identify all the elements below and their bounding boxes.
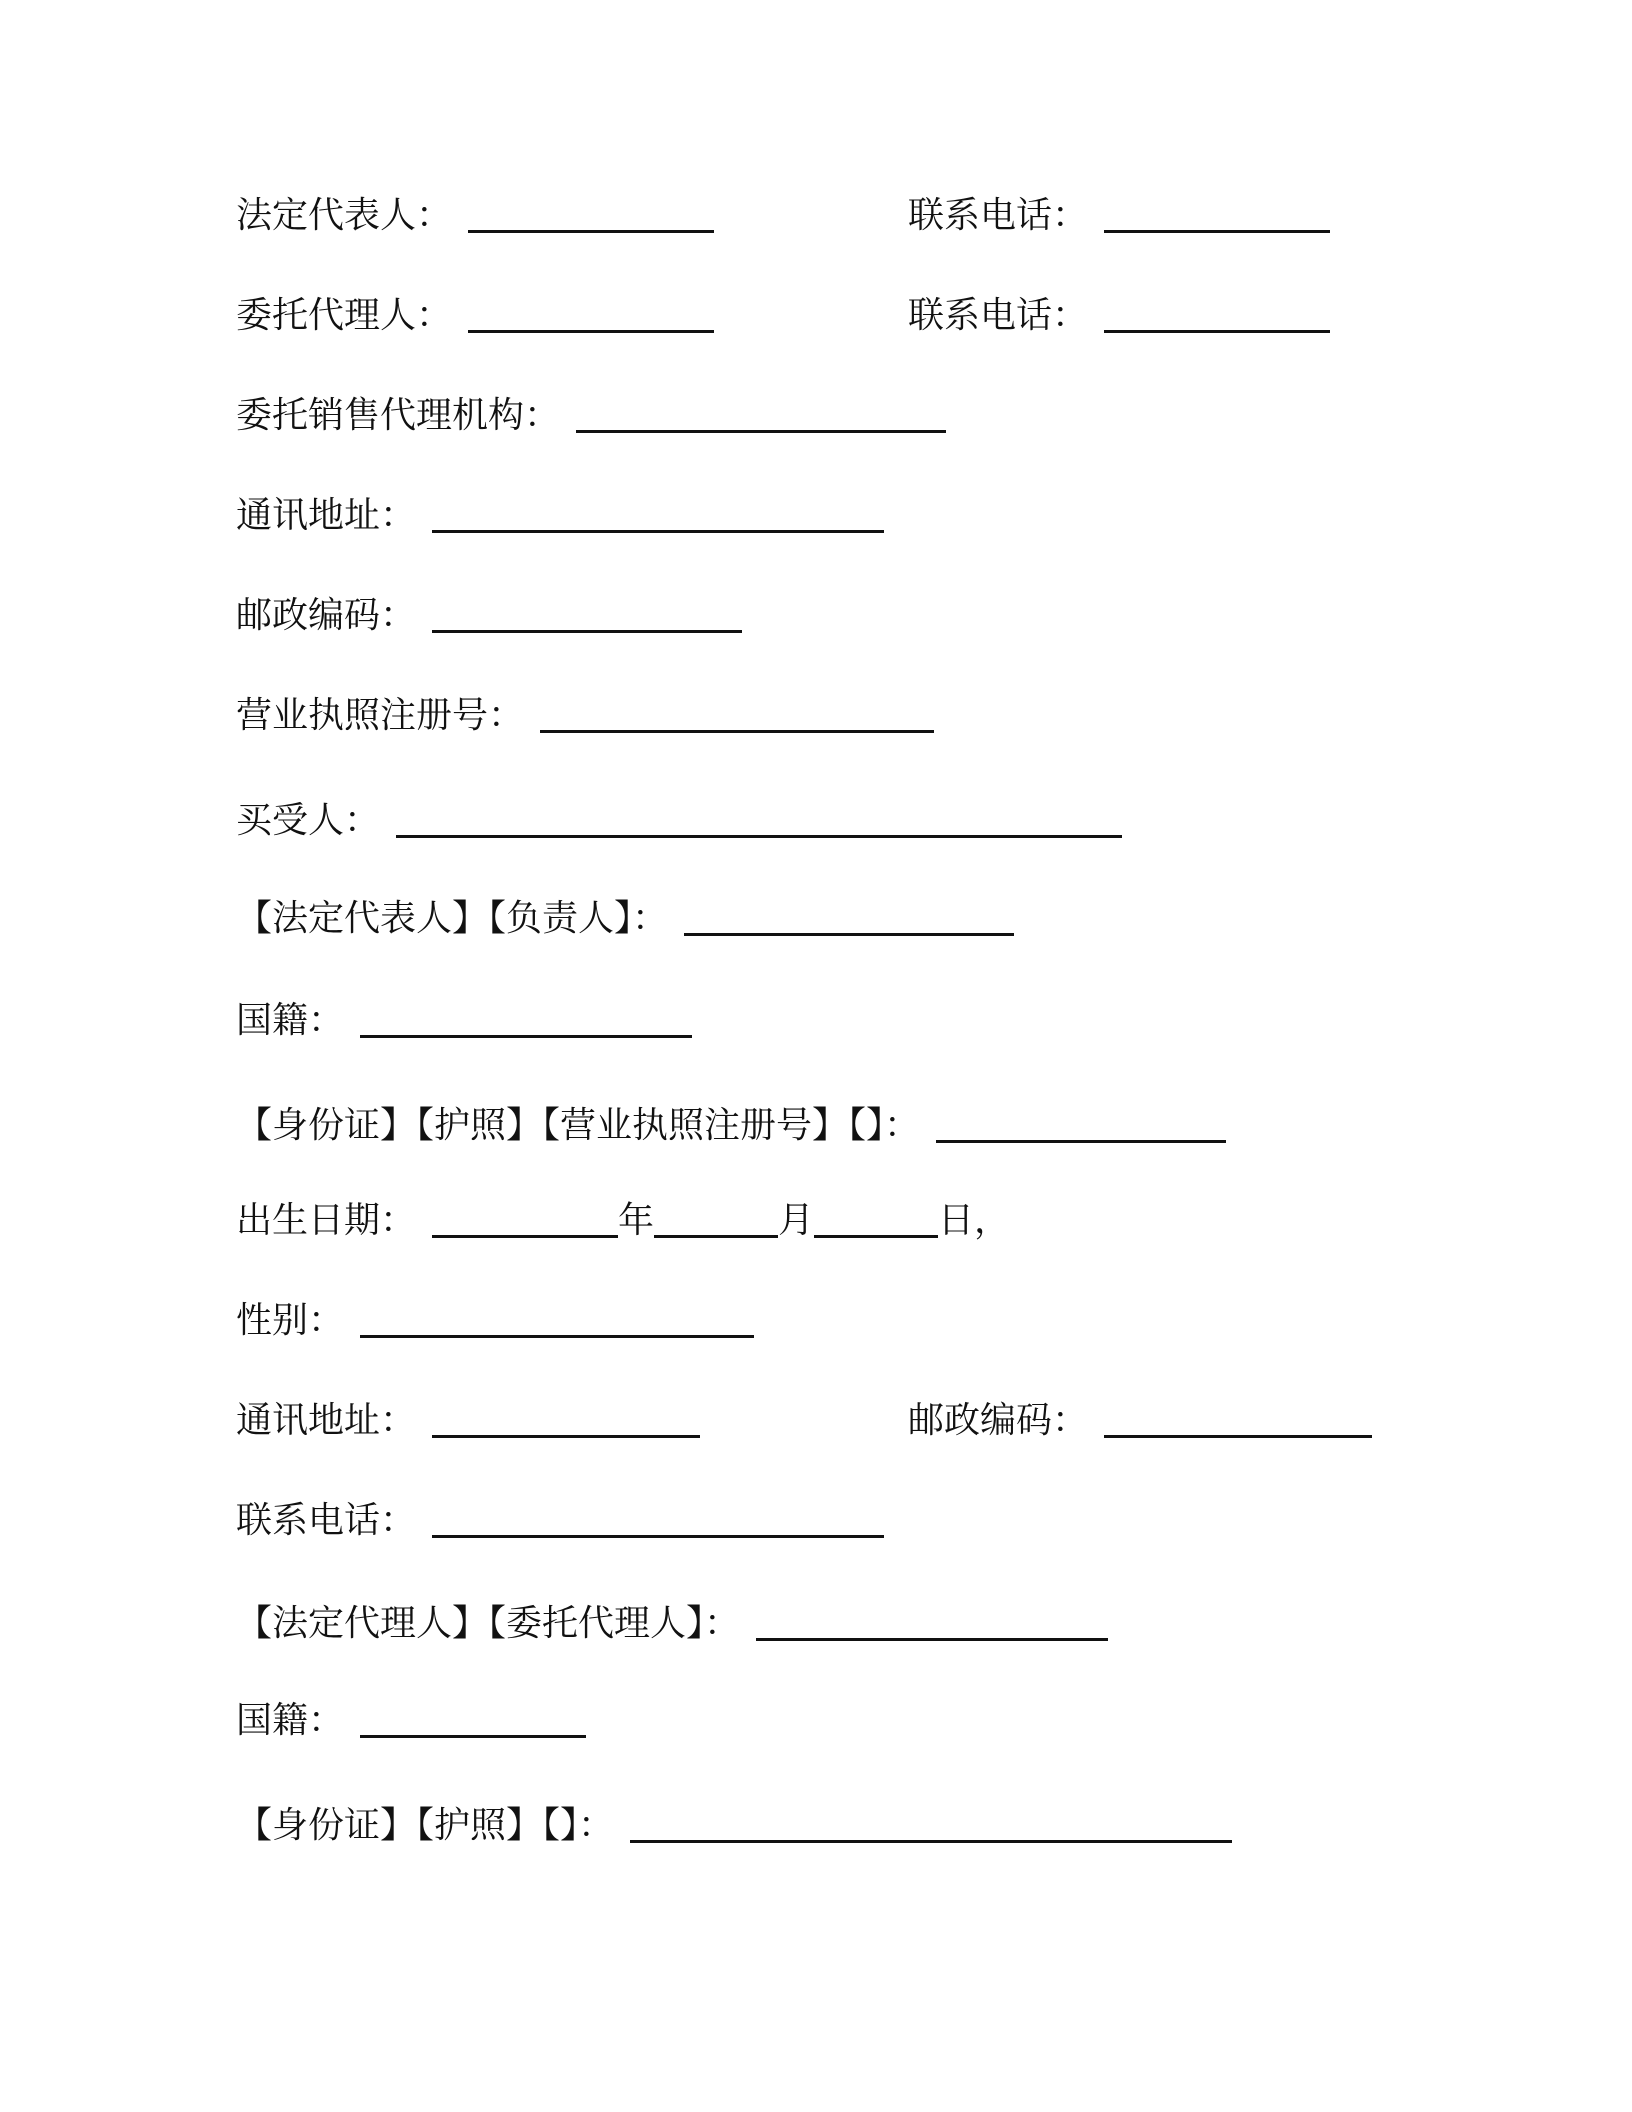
phone-blank-3[interactable] [432,1495,884,1538]
buyer-line [236,795,1122,845]
sales-agency-line [236,390,946,440]
nationality-line-2 [236,1695,586,1745]
legal-rep-line [236,190,714,240]
nationality-blank-1[interactable] [360,995,692,1038]
id-docs-label-2: 【身份证】【护照】【】： [236,1805,615,1846]
entrusted-agent-label: 委托代理人： [236,295,453,336]
buyer-label: 买受人： [236,800,381,841]
agent-type-blank[interactable] [756,1598,1108,1641]
gender-blank[interactable] [360,1295,754,1338]
phone-line-1 [908,190,1330,240]
license-label: 营业执照注册号： [236,695,525,736]
birth-date-label: 出生日期： [236,1200,417,1241]
postcode-blank-2[interactable] [1104,1395,1372,1438]
license-line [236,690,934,740]
phone-blank-1[interactable] [1104,190,1330,233]
nationality-label-1: 国籍： [236,1000,345,1041]
birth-month-blank[interactable] [654,1195,778,1238]
address-blank-2[interactable] [432,1395,700,1438]
id-docs-blank-1[interactable] [936,1100,1226,1143]
address-blank-1[interactable] [432,490,884,533]
year-label: 年 [618,1200,655,1241]
address-label-1: 通讯地址： [236,495,417,536]
postcode-line-2 [908,1395,1372,1445]
month-label: 月 [778,1200,815,1241]
address-line-2 [236,1395,700,1445]
agent-type-label: 【法定代理人】【委托代理人】： [236,1603,741,1644]
phone-label-3: 联系电话： [236,1500,417,1541]
id-docs-label-1: 【身份证】【护照】【营业执照注册号】【】： [236,1105,921,1146]
buyer-rep-label: 【法定代表人】【负责人】： [236,898,669,939]
postcode-blank-1[interactable] [432,590,742,633]
phone-line-3 [236,1495,884,1545]
nationality-line-1 [236,995,692,1045]
day-label: 日， [938,1200,1011,1241]
phone-blank-2[interactable] [1104,290,1330,333]
phone-label-1: 联系电话： [908,195,1089,236]
sales-agency-blank[interactable] [576,390,946,433]
id-docs-blank-2[interactable] [630,1800,1232,1843]
id-docs-line-2 [236,1800,1232,1850]
buyer-blank[interactable] [396,795,1122,838]
gender-line [236,1295,754,1345]
license-blank[interactable] [540,690,934,733]
birth-day-blank[interactable] [814,1195,938,1238]
buyer-rep-blank[interactable] [684,893,1014,936]
phone-line-2 [908,290,1330,340]
address-line-1 [236,490,884,540]
birth-date-line [236,1195,1010,1245]
gender-label: 性别： [236,1300,345,1341]
buyer-rep-line [236,893,1014,943]
sales-agency-label: 委托销售代理机构： [236,395,561,436]
postcode-label-1: 邮政编码： [236,595,417,636]
postcode-label-2: 邮政编码： [908,1400,1089,1441]
entrusted-agent-blank[interactable] [468,290,714,333]
id-docs-line-1 [236,1100,1226,1150]
legal-rep-label: 法定代表人： [236,195,453,236]
entrusted-agent-line [236,290,714,340]
phone-label-2: 联系电话： [908,295,1089,336]
birth-year-blank[interactable] [432,1195,618,1238]
address-label-2: 通讯地址： [236,1400,417,1441]
legal-rep-blank[interactable] [468,190,714,233]
agent-type-line [236,1598,1108,1648]
nationality-label-2: 国籍： [236,1700,345,1741]
postcode-line-1 [236,590,742,640]
nationality-blank-2[interactable] [360,1695,586,1738]
